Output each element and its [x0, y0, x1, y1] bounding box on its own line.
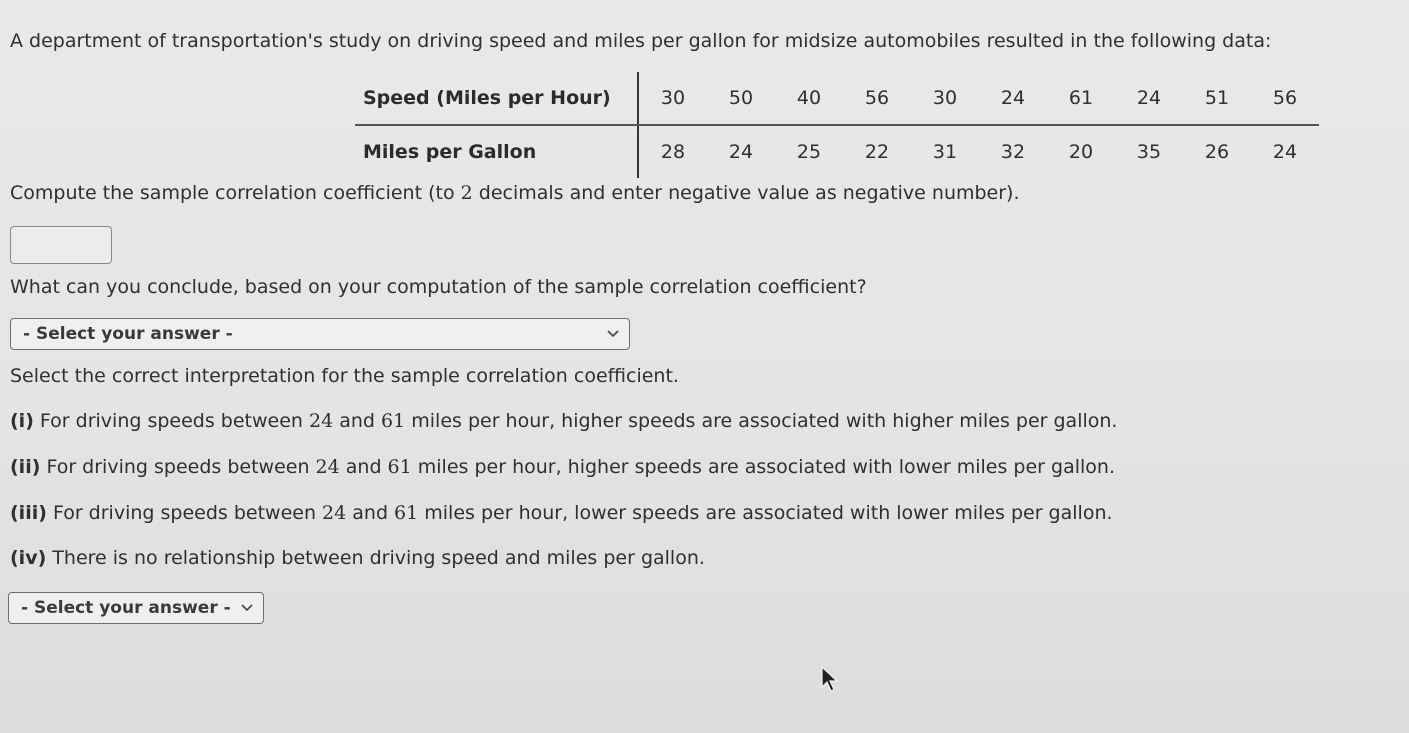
question-interpretation: Select the correct interpretation for the sample correlation coefficient.	[10, 365, 679, 387]
table-cell: 20	[1068, 141, 1094, 163]
table-cell: 24	[1115, 72, 1183, 125]
option-text: For driving speeds between	[46, 502, 323, 524]
table-cell: 24	[728, 141, 754, 163]
option-id: (ii)	[10, 456, 41, 478]
table-cell: 24	[1272, 141, 1298, 163]
chevron-down-icon	[605, 325, 621, 341]
option-number: 24	[309, 410, 334, 432]
option-text: For driving speeds between	[33, 410, 310, 432]
option-text: miles per hour, higher speeds are associated with lower miles per gallon.	[411, 456, 1116, 478]
row-header-speed: Speed (Miles per Hour)	[355, 72, 638, 125]
option-number: 24	[315, 456, 340, 478]
question-number: 2	[460, 182, 473, 204]
option-text: miles per hour, lower speeds are associated with lower miles per gallon.	[418, 502, 1113, 524]
option-number: 61	[387, 456, 412, 478]
option-text: There is no relationship between driving speed and miles per gallon.	[46, 547, 705, 569]
select-label: - Select your answer -	[23, 324, 233, 344]
option-ii	[10, 456, 1115, 478]
option-number: 24	[322, 502, 347, 524]
data-table	[355, 72, 1319, 178]
option-text: and	[346, 502, 395, 524]
table-cell: 26	[1204, 141, 1230, 163]
table-cell: 31	[932, 141, 958, 163]
option-i	[10, 410, 1117, 432]
question-conclusion: What can you conclude, based on your computation of the sample correlation coefficient?	[10, 276, 867, 298]
table-cell: 51	[1183, 72, 1251, 125]
chevron-down-icon	[239, 599, 255, 615]
table-cell: 56	[1251, 72, 1319, 125]
question-correlation	[10, 182, 1020, 204]
table-cell: 61	[1047, 72, 1115, 125]
option-text: and	[339, 456, 388, 478]
option-id: (iv)	[10, 547, 47, 569]
table-cell: 56	[843, 72, 911, 125]
table-cell: 28	[660, 141, 686, 163]
option-text: and	[333, 410, 382, 432]
table-cell: 22	[864, 141, 890, 163]
table-row-speed	[355, 72, 1319, 125]
table-cell: 32	[1000, 141, 1026, 163]
table-cell: 24	[979, 72, 1047, 125]
conclusion-select[interactable]	[10, 318, 630, 350]
table-cell: 25	[796, 141, 822, 163]
select-label: - Select your answer -	[21, 598, 231, 618]
intro-text: A department of transportation's study on driving speed and miles per gallon for midsize automobiles resulted in the following data:	[10, 30, 1272, 52]
option-number: 61	[381, 410, 406, 432]
question-text: decimals and enter negative value as negative number).	[472, 182, 1020, 204]
table-cell: 40	[775, 72, 843, 125]
correlation-answer-input[interactable]	[10, 226, 112, 264]
option-iii	[10, 502, 1113, 524]
option-number: 61	[394, 502, 419, 524]
option-text: For driving speeds between	[40, 456, 316, 478]
mouse-pointer-icon	[820, 665, 840, 695]
table-cell: 30	[638, 72, 707, 125]
table-cell: 50	[707, 72, 775, 125]
option-id: (i)	[10, 410, 34, 432]
option-id: (iii)	[10, 502, 47, 524]
table-row-mpg	[355, 125, 1319, 178]
option-iv	[10, 547, 705, 569]
table-cell: 30	[911, 72, 979, 125]
table-cell: 35	[1136, 141, 1162, 163]
question-text: Compute the sample correlation coefficient (to	[10, 182, 461, 204]
row-header-mpg: Miles per Gallon	[355, 125, 638, 178]
interpretation-select[interactable]	[8, 592, 264, 624]
option-text: miles per hour, higher speeds are associated with higher miles per gallon.	[405, 410, 1118, 432]
